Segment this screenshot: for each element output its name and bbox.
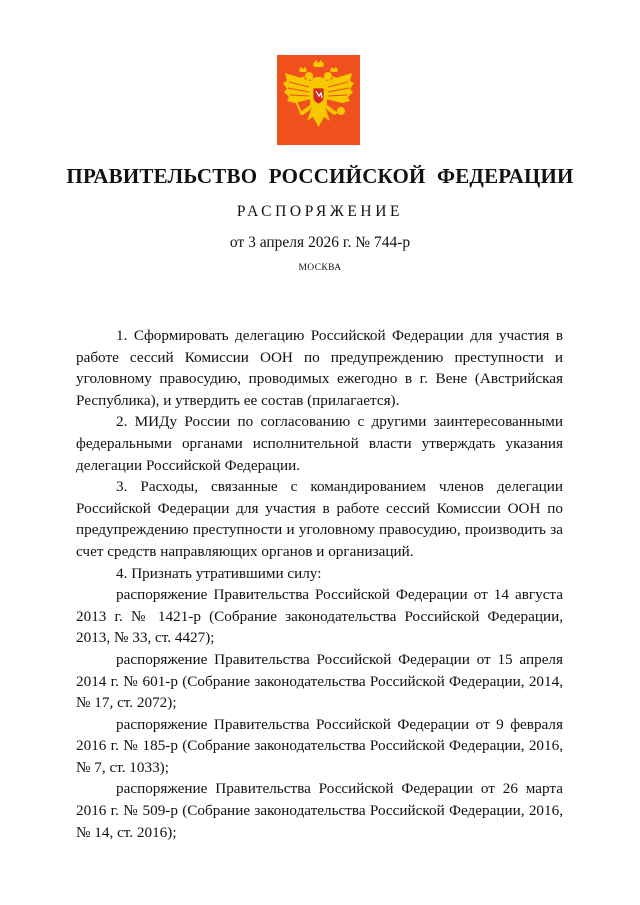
document-type: РАСПОРЯЖЕНИЕ xyxy=(236,203,404,220)
repealed-order-item: распоряжение Правительства Российской Федерации от 14 августа 2013 г. № 1421-р (Собрание законодательства Российской Федерации, 2013, № 33, ст. 4427); xyxy=(76,586,563,647)
document-body xyxy=(76,325,563,843)
paragraph-4: 4. Признать утратившими силу: xyxy=(116,564,322,582)
coat-of-arms-icon xyxy=(277,55,360,145)
document-date-number: от 3 апреля 2026 г. № 744-р xyxy=(229,234,411,251)
government-title: ПРАВИТЕЛЬСТВО РОССИЙСКОЙ ФЕДЕРАЦИИ xyxy=(66,164,574,188)
paragraph-1: 1. Сформировать делегацию Российской Федерации для участия в работе сессий Комиссии ООН по предупреждению преступности и уголовному правосудию, проводимых ежегодно в г. Вене (Австрийская Республика), и утвердить ее состав (прилагается). xyxy=(76,327,563,409)
repealed-order-item: распоряжение Правительства Российской Федерации от 26 марта 2016 г. № 509-р (Собрание законодательства Российской Федерации, 2016, № 14, ст. 2016); xyxy=(76,780,563,841)
repealed-order-item: распоряжение Правительства Российской Федерации от 9 февраля 2016 г. № 185-р (Собрание законодательства Российской Федерации, 2016, № 7, ст. 1033); xyxy=(76,715,563,776)
paragraph-3: 3. Расходы, связанные с командированием членов делегации Российской Федерации для участия в работе сессий Комиссии ООН по предупреждению преступности и уголовному правосудию, производить за счет средств направляющих органов и организаций. xyxy=(76,478,563,560)
repealed-order-item: распоряжение Правительства Российской Федерации от 15 апреля 2014 г. № 601-р (Собрание законодательства Российской Федерации, 2014, № 17, ст. 2072); xyxy=(76,650,563,712)
paragraph-2: 2. МИДу России по согласованию с другими заинтересованными федеральными органами исполнительной власти утверждать указания делегации Российской Федерации. xyxy=(76,413,563,474)
document-city: МОСКВА xyxy=(298,263,342,273)
